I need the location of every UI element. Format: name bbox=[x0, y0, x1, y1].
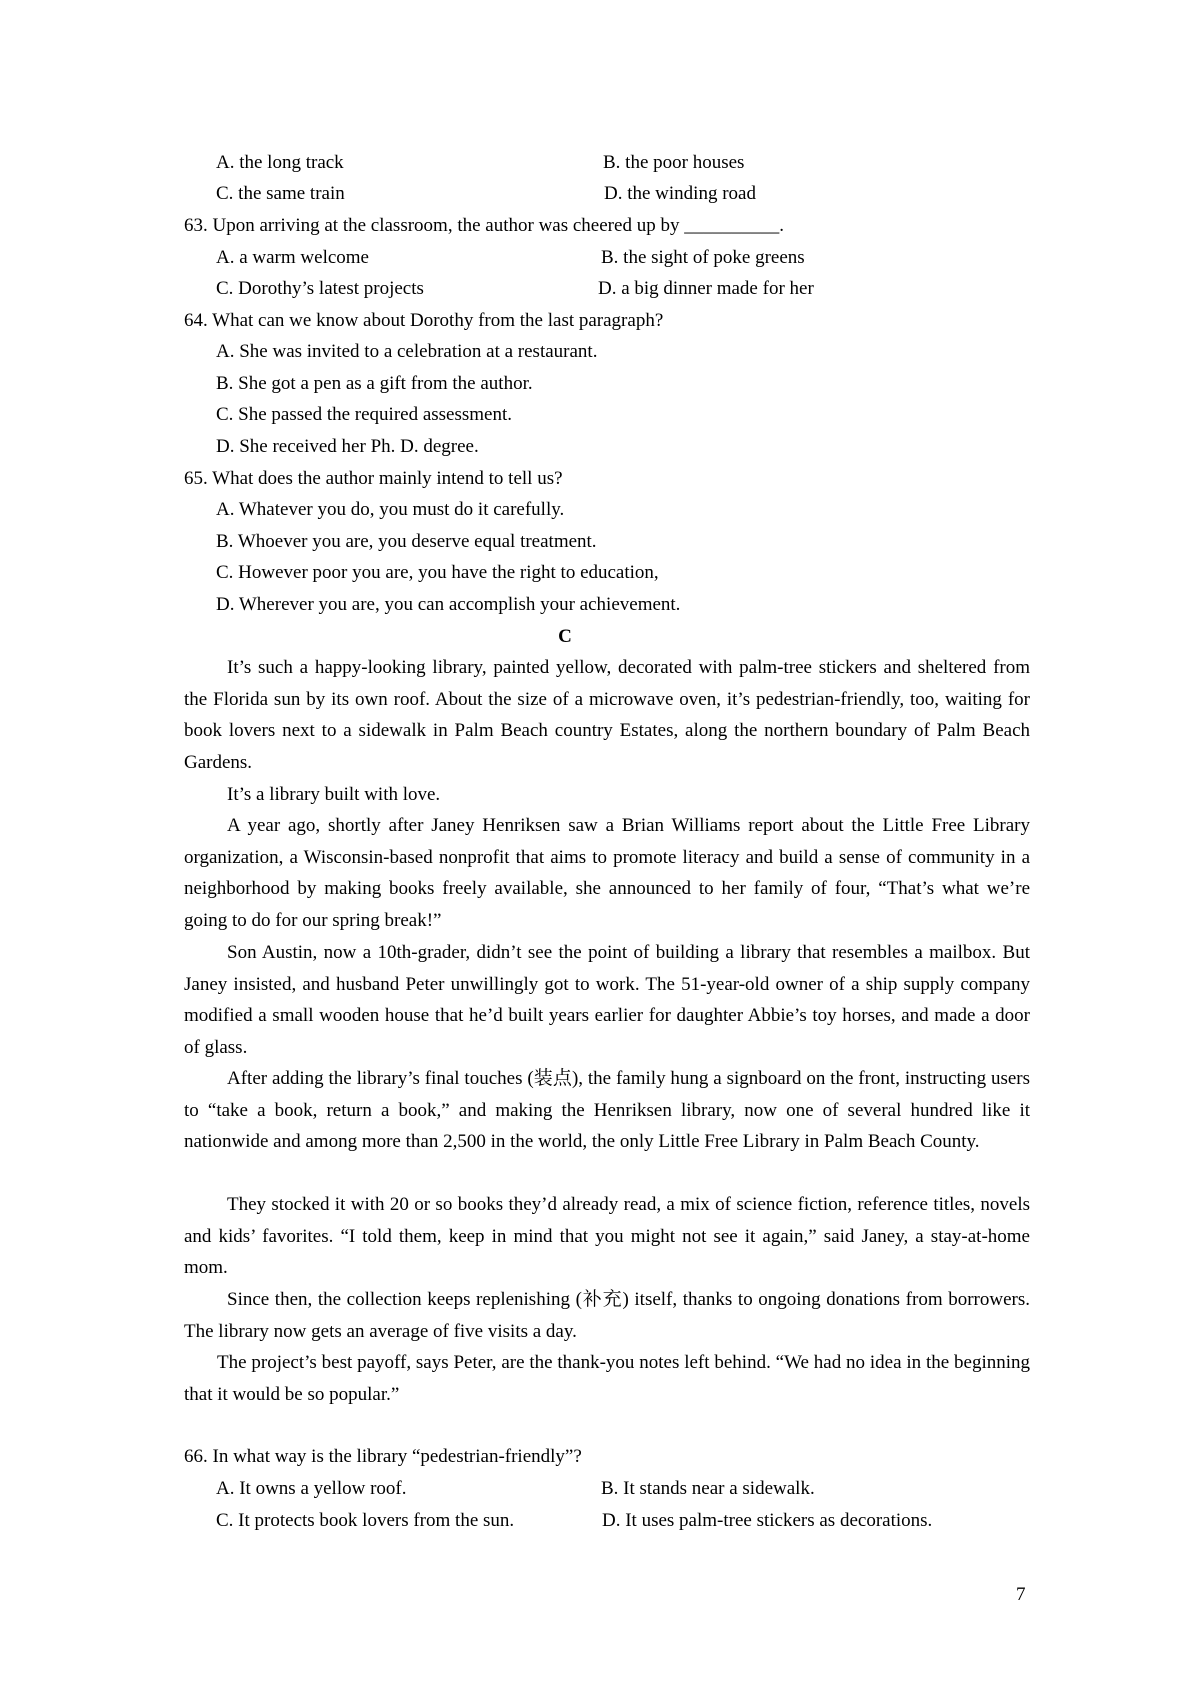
q65-option-a: A. Whatever you do, you must do it carefully. bbox=[216, 499, 565, 520]
q65-stem: 65. What does the author mainly intend to tell us? bbox=[184, 468, 563, 489]
passage-paragraph: Since then, the collection keeps replenishing (补充) itself, thanks to ongoing donations from borrowers. The library now gets an average of five visits a day. bbox=[184, 1289, 1030, 1342]
q65-option-b: B. Whoever you are, you deserve equal treatment. bbox=[216, 531, 597, 552]
q64-option-b: B. She got a pen as a gift from the author. bbox=[216, 373, 533, 394]
passage-paragraph: A year ago, shortly after Janey Henriksen saw a Brian Williams report about the Little Free Library organization, a Wisconsin-based nonprofit that aims to promote literacy and build a sense of community in a neighborhood by making books freely available, she announced to her family of four, “That’s what we’re going to do for our spring break!” bbox=[184, 815, 1030, 932]
passage-paragraph: It’s a library built with love. bbox=[227, 784, 441, 805]
q65-option-c: C. However poor you are, you have the right to education, bbox=[216, 562, 659, 583]
q63-option-d: D. a big dinner made for her bbox=[598, 278, 814, 299]
q64-stem: 64. What can we know about Dorothy from the last paragraph? bbox=[184, 310, 664, 331]
q66-option-c: C. It protects book lovers from the sun. bbox=[216, 1510, 515, 1531]
page-number: 7 bbox=[1016, 1584, 1026, 1605]
q62-option-a: A. the long track bbox=[216, 152, 344, 173]
q66-option-a: A. It owns a yellow roof. bbox=[216, 1478, 407, 1499]
passage-paragraph: Son Austin, now a 10th-grader, didn’t see the point of building a library that resembles a mailbox. But Janey insisted, and husband Peter unwillingly got to work. The 51-year-old owner of a ship supply company modified a small wooden house that he’d built years earlier for daughter Abbie’s toy horses, and made a door of glass. bbox=[184, 942, 1030, 1059]
passage-paragraph: After adding the library’s final touches (装点), the family hung a signboard on the front, instructing users to “take a book, return a book,” and making the Henriksen library, now one of several hundred like it nationwide and among more than 2,500 in the world, the only Little Free Library in Palm Beach County. bbox=[184, 1068, 1030, 1153]
q66-stem: 66. In what way is the library “pedestrian-friendly”? bbox=[184, 1446, 582, 1467]
q62-option-c: C. the same train bbox=[216, 183, 345, 204]
passage-paragraph: They stocked it with 20 or so books they’d already read, a mix of science fiction, reference titles, novels and kids’ favorites. “I told them, keep in mind that you might not see it again,” said Janey, a stay-at-home mom. bbox=[184, 1194, 1030, 1279]
section-heading: C bbox=[558, 626, 572, 647]
q63-stem: 63. Upon arriving at the classroom, the author was cheered up by __________. bbox=[184, 215, 784, 236]
passage-paragraph: It’s such a happy-looking library, painted yellow, decorated with palm-tree stickers and sheltered from the Florida sun by its own roof. About the size of a microwave oven, it’s pedestrian-friendly, too, waiting for book lovers next to a sidewalk in Palm Beach country Estates, along the northern boundary of Palm Beach Gardens. bbox=[184, 657, 1030, 774]
q62-option-d: D. the winding road bbox=[604, 183, 756, 204]
q63-option-a: A. a warm welcome bbox=[216, 247, 369, 268]
q64-option-c: C. She passed the required assessment. bbox=[216, 404, 513, 425]
q63-option-c: C. Dorothy’s latest projects bbox=[216, 278, 424, 299]
q64-option-a: A. She was invited to a celebration at a restaurant. bbox=[216, 341, 598, 362]
q66-option-b: B. It stands near a sidewalk. bbox=[601, 1478, 815, 1499]
q62-option-b: B. the poor houses bbox=[603, 152, 745, 173]
q66-option-d: D. It uses palm-tree stickers as decorations. bbox=[602, 1510, 933, 1531]
q64-option-d: D. She received her Ph. D. degree. bbox=[216, 436, 479, 457]
q65-option-d: D. Wherever you are, you can accomplish your achievement. bbox=[216, 594, 681, 615]
passage-paragraph: The project’s best payoff, says Peter, are the thank-you notes left behind. “We had no idea in the beginning that it would be so popular.” bbox=[184, 1352, 1030, 1405]
q63-option-b: B. the sight of poke greens bbox=[601, 247, 805, 268]
